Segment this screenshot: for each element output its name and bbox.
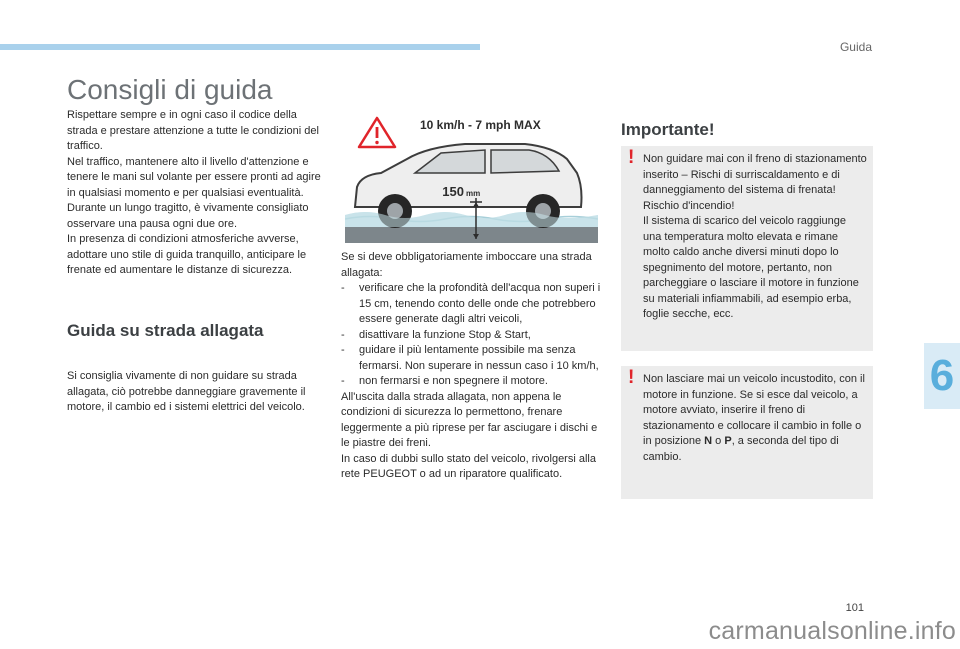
depth-value: 150 <box>442 184 464 199</box>
page-title: Consigli di guida <box>67 74 273 105</box>
intro-paragraph: Rispettare sempre e in ogni caso il codice della strada e prestare attenzione a tutte le condizioni del traffico. <box>67 109 319 152</box>
exclamation-icon: ! <box>628 367 635 388</box>
flood-instructions <box>341 250 603 483</box>
warning-box-unattended <box>621 366 873 499</box>
flood-intro-paragraph: Si consiglia vivamente di non guidare su strada allagata, ciò potrebbe danneggiare gravemente il motore, il cambio ed i sistemi elettrici del veicolo. <box>67 370 306 413</box>
warning-box-parking-brake <box>621 146 873 351</box>
watermark: carmanualsonline.info <box>708 617 956 645</box>
list-item: - disattivare la funzione Stop & Start, <box>341 328 531 341</box>
section-label: Guida <box>839 40 872 54</box>
flood-heading: Guida su strada allagata <box>67 321 264 340</box>
list-item: - non fermarsi e non spegnere il motore. <box>341 375 548 387</box>
depth-unit: mm <box>466 189 481 198</box>
important-heading: Importante! <box>621 120 715 139</box>
intro-paragraph: In presenza di condizioni atmosferiche avverse, adottare uno stile di guida tranquillo, anticipare le frenate ed aumentare le distanze di sicurezza. <box>67 233 307 276</box>
flood-after-paragraph: All'uscita dalla strada allagata, non appena le condizioni di sicurezza lo permettono, frenare leggermente a più riprese per far asciugare i dischi e le piastre dei freni. <box>341 390 598 449</box>
intro-text <box>67 108 323 279</box>
list-item: - verificare che la profondità dell'acqua non superi i 15 cm, tenendo conto delle onde che potrebbero essere generate dagli altri veicoli, <box>341 282 601 325</box>
flood-intro-text <box>67 369 323 416</box>
page-number: 101 <box>845 602 864 614</box>
gear-n: N <box>704 435 713 447</box>
exclamation-icon: ! <box>628 147 635 168</box>
brand-name: PEUGEOT <box>363 468 417 480</box>
flood-lead: Se si deve obbligatoriamente imboccare una strada allagata: <box>341 251 592 279</box>
chapter-number: 6 <box>929 351 955 400</box>
gear-p: P <box>724 435 732 447</box>
header-accent-bar <box>0 44 480 50</box>
intro-paragraph: Durante un lungo tragitto, è vivamente consigliato osservare una pausa ogni due ore. <box>67 202 309 230</box>
flood-illustration <box>345 115 598 245</box>
speed-limit-label: 10 km/h - 7 mph MAX <box>420 118 541 132</box>
warning-text: Rischio d'incendio! <box>643 199 735 212</box>
warning-text: Il sistema di scarico del veicolo raggiunge una temperatura molto elevata e rimane molto caldo anche diversi minuti dopo lo spegnimento del motore, pertanto, non parcheggiare o lasciare il motore in funzione su materiali infiammabili, ad esempio erba, foglie secche, ecc. <box>643 215 859 320</box>
list-item: - guidare il più lentamente possibile ma senza fermarsi. Non superare in nessun caso i 10 km/h, <box>341 344 599 372</box>
warning-text: Non guidare mai con il freno di stazionamento inserito – Rischi di surriscaldamento e di danneggiamento del sistema di frenata! <box>643 153 867 196</box>
warning-text: Non lasciare mai un veicolo incustodito, con il motore in funzione. Se si esce dal veicolo, a motore avviato, inserire il freno di stazionamento e collocare il cambio in folle o in posizione N o P, a seconda del tipo di cambio. <box>643 373 865 463</box>
flood-contact-paragraph: In caso di dubbi sullo stato del veicolo, rivolgersi alla rete PEUGEOT o ad un riparatore qualificato. <box>341 452 596 480</box>
intro-paragraph: Nel traffico, mantenere alto il livello d'attenzione e tenere le mani sul volante per essere pronti ad agire in qualsiasi momento e per qualsiasi eventualità. <box>67 155 321 199</box>
